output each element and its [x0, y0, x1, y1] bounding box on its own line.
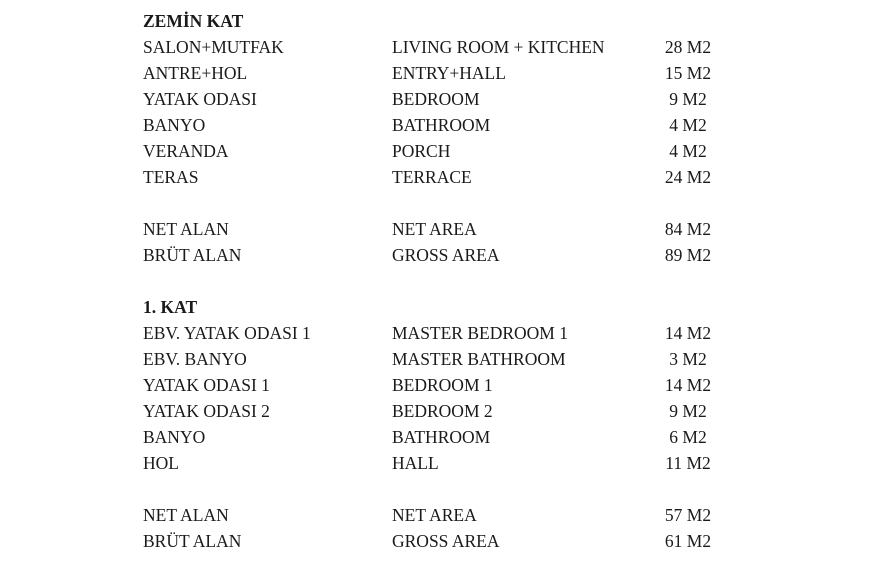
total-label-tr: BRÜT ALAN [143, 245, 242, 265]
room-area: 9 M2 [669, 89, 707, 109]
net-area-row [143, 216, 763, 242]
room-name-tr: TERAS [143, 167, 199, 187]
room-name-en: TERRACE [392, 167, 472, 187]
room-name-tr: SALON+MUTFAK [143, 37, 284, 57]
room-name-tr: EBV. BANYO [143, 349, 247, 369]
room-name-en: PORCH [392, 141, 451, 161]
room-name-tr: YATAK ODASI [143, 89, 257, 109]
room-row [143, 320, 763, 346]
ground-floor-section [143, 8, 763, 268]
room-name-en: ENTRY+HALL [392, 63, 506, 83]
room-name-en: LIVING ROOM + KITCHEN [392, 37, 605, 57]
room-area: 14 M2 [664, 323, 712, 343]
room-name-tr: BANYO [143, 427, 206, 447]
room-name-en: BATHROOM [392, 115, 491, 135]
room-name-en: MASTER BEDROOM 1 [392, 323, 568, 343]
total-area: 57 M2 [664, 505, 712, 525]
room-row [143, 424, 763, 450]
room-row [143, 398, 763, 424]
room-name-tr: YATAK ODASI 1 [143, 375, 270, 395]
first-floor-title: 1. KAT [143, 297, 198, 317]
room-name-tr: BANYO [143, 115, 206, 135]
total-label-tr: BRÜT ALAN [143, 531, 242, 551]
room-row [143, 372, 763, 398]
room-row [143, 60, 763, 86]
net-area-row [143, 502, 763, 528]
room-name-tr: VERANDA [143, 141, 229, 161]
room-area: 4 M2 [669, 115, 707, 135]
room-area: 15 M2 [664, 63, 712, 83]
room-row [143, 164, 763, 190]
room-name-en: BEDROOM 1 [392, 375, 493, 395]
room-area: 4 M2 [669, 141, 707, 161]
spacer [143, 476, 763, 502]
total-label-en: GROSS AREA [392, 531, 500, 551]
total-area: 84 M2 [664, 219, 712, 239]
room-name-en: BATHROOM [392, 427, 491, 447]
room-name-en: MASTER BATHROOM [392, 349, 566, 369]
room-name-en: HALL [392, 453, 439, 473]
room-area: 24 M2 [664, 167, 712, 187]
room-name-en: BEDROOM 2 [392, 401, 493, 421]
room-name-tr: EBV. YATAK ODASI 1 [143, 323, 311, 343]
gross-area-row [143, 242, 763, 268]
room-row [143, 138, 763, 164]
total-label-en: NET AREA [392, 219, 477, 239]
room-name-tr: YATAK ODASI 2 [143, 401, 270, 421]
room-row [143, 112, 763, 138]
room-row [143, 346, 763, 372]
room-area: 11 M2 [665, 453, 711, 473]
total-label-en: NET AREA [392, 505, 477, 525]
total-area: 89 M2 [664, 245, 712, 265]
gross-area-row [143, 528, 763, 554]
room-name-en: BEDROOM [392, 89, 480, 109]
area-schedule-document [143, 8, 763, 554]
room-name-tr: HOL [143, 453, 179, 473]
room-row [143, 34, 763, 60]
spacer [143, 190, 763, 216]
room-area: 3 M2 [669, 349, 707, 369]
total-area: 61 M2 [664, 531, 712, 551]
spacer [143, 268, 763, 294]
total-label-en: GROSS AREA [392, 245, 500, 265]
room-row [143, 450, 763, 476]
room-area: 28 M2 [664, 37, 712, 57]
total-label-tr: NET ALAN [143, 219, 229, 239]
room-area: 9 M2 [669, 401, 707, 421]
room-row [143, 86, 763, 112]
room-name-tr: ANTRE+HOL [143, 63, 248, 83]
total-label-tr: NET ALAN [143, 505, 229, 525]
ground-floor-title: ZEMİN KAT [143, 11, 244, 31]
room-area: 6 M2 [669, 427, 707, 447]
room-area: 14 M2 [664, 375, 712, 395]
first-floor-section [143, 294, 763, 554]
